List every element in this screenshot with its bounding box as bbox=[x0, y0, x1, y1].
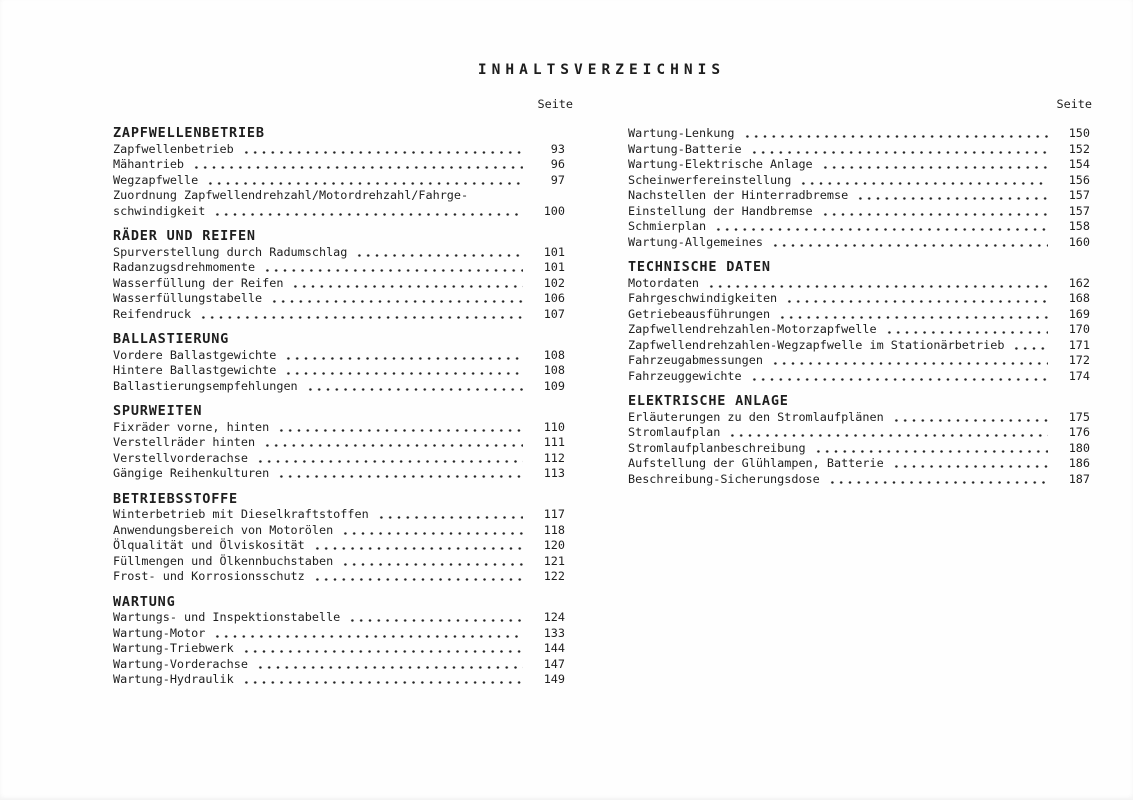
entry-page-number: 169 bbox=[1068, 306, 1090, 321]
entry-label: Zapfwellendrehzahlen-Wegzapfwelle im Stationärbetrieb bbox=[628, 337, 1005, 352]
toc-entry bbox=[113, 245, 565, 261]
toc-entry bbox=[628, 142, 1090, 158]
dot-leader bbox=[241, 142, 523, 158]
section-entries bbox=[113, 142, 565, 220]
toc-column-left bbox=[113, 126, 565, 688]
dot-leader bbox=[813, 441, 1048, 457]
section-entries bbox=[628, 126, 1090, 250]
entry-page-number: 121 bbox=[543, 553, 565, 568]
entry-page-number: 112 bbox=[543, 450, 565, 465]
entry-label: Zapfwellenbetrieb bbox=[113, 141, 234, 156]
entry-label: Hintere Ballastgewichte bbox=[113, 363, 277, 377]
entry-page-number: 168 bbox=[1068, 291, 1090, 305]
entry-page-number: 149 bbox=[543, 672, 565, 686]
dot-leader bbox=[276, 420, 523, 436]
entry-label-first-line: Zuordnung Zapfwellendrehzahl/Motordrehzahl/Fahrge- bbox=[113, 188, 469, 202]
toc-entry bbox=[628, 157, 1090, 173]
entry-label: Beschreibung-Sicherungsdose bbox=[628, 471, 820, 486]
toc-column-right bbox=[628, 126, 1090, 487]
section-entries bbox=[113, 507, 565, 585]
entry-label: Ballastierungsempfehlungen bbox=[113, 378, 298, 393]
dot-leader bbox=[276, 466, 523, 482]
entry-label: Verstellvorderachse bbox=[113, 450, 248, 465]
dot-leader bbox=[891, 410, 1048, 426]
entry-label: Stromlaufplan bbox=[628, 425, 721, 439]
toc-entry bbox=[113, 348, 565, 364]
toc-entry bbox=[113, 157, 565, 173]
toc-entry bbox=[628, 291, 1090, 307]
entry-page-number: 156 bbox=[1068, 172, 1090, 187]
entry-label: Wartung-Hydraulik bbox=[113, 672, 234, 686]
entry-page-number: 111 bbox=[543, 435, 565, 449]
dot-leader bbox=[770, 353, 1048, 369]
entry-label: Gängige Reihenkulturen bbox=[113, 466, 270, 480]
dot-leader bbox=[855, 188, 1048, 204]
dot-leader bbox=[212, 626, 523, 642]
toc-entry bbox=[628, 410, 1090, 426]
toc-section bbox=[113, 332, 565, 394]
toc-entry bbox=[628, 441, 1090, 457]
toc-section bbox=[113, 404, 565, 482]
toc-entry bbox=[113, 276, 565, 292]
entry-label: Wasserfüllung der Reifen bbox=[113, 275, 284, 290]
entry-page-number: 171 bbox=[1068, 337, 1090, 352]
entry-label: Scheinwerfereinstellung bbox=[628, 172, 792, 187]
entry-label: Einstellung der Handbremse bbox=[628, 203, 813, 218]
section-entries bbox=[113, 420, 565, 482]
dot-leader bbox=[205, 173, 523, 189]
entry-label: Fahrzeuggewichte bbox=[628, 368, 742, 383]
dot-leader bbox=[742, 126, 1048, 142]
dot-leader bbox=[354, 245, 523, 261]
toc-entry bbox=[113, 307, 565, 323]
entry-page-number: 176 bbox=[1068, 425, 1090, 439]
entry-label: schwindigkeit bbox=[113, 203, 206, 218]
entry-label: Fahrgeschwindigkeiten bbox=[628, 291, 778, 305]
toc-entry bbox=[628, 235, 1090, 251]
section-entries bbox=[628, 276, 1090, 385]
entry-page-number: 96 bbox=[550, 157, 565, 171]
entry-page-number: 133 bbox=[543, 625, 565, 640]
entry-label: Fahrzeugabmessungen bbox=[628, 353, 763, 367]
entry-label: Winterbetrieb mit Dieselkraftstoffen bbox=[113, 507, 369, 521]
section-heading: RÄDER UND REIFEN bbox=[113, 228, 256, 244]
toc-entry bbox=[113, 260, 565, 276]
dot-leader bbox=[305, 379, 523, 395]
toc-section bbox=[628, 126, 1090, 250]
entry-page-number: 187 bbox=[1068, 471, 1090, 486]
entry-page-number: 124 bbox=[543, 610, 565, 624]
entry-page-number: 170 bbox=[1068, 322, 1090, 336]
page-column-label-right: Seite bbox=[1056, 97, 1092, 111]
entry-page-number: 158 bbox=[1068, 219, 1090, 233]
dot-leader bbox=[241, 672, 523, 688]
dot-leader bbox=[347, 610, 523, 626]
entry-page-number: 150 bbox=[1068, 126, 1090, 140]
entry-label: Vordere Ballastgewichte bbox=[113, 347, 277, 362]
entry-label: Stromlaufplanbeschreibung bbox=[628, 440, 806, 455]
dot-leader bbox=[198, 307, 523, 323]
dot-leader bbox=[340, 523, 523, 539]
toc-entry bbox=[113, 173, 565, 189]
toc-entry bbox=[113, 379, 565, 395]
entry-label: Wartung-Batterie bbox=[628, 141, 742, 156]
toc-entry bbox=[113, 626, 565, 642]
toc-entry bbox=[113, 569, 565, 585]
page-title: INHALTSVERZEICHNIS bbox=[477, 62, 726, 78]
entry-page-number: 101 bbox=[543, 244, 565, 259]
toc-entry bbox=[628, 307, 1090, 323]
toc-entry bbox=[628, 188, 1090, 204]
entry-page-number: 97 bbox=[550, 172, 565, 187]
dot-leader bbox=[283, 348, 523, 364]
dot-leader bbox=[241, 641, 523, 657]
dot-leader bbox=[891, 456, 1048, 472]
dot-leader bbox=[269, 291, 523, 307]
entry-label: Ölqualität und Ölviskosität bbox=[113, 538, 305, 552]
toc-entry bbox=[113, 291, 565, 307]
dot-leader bbox=[820, 204, 1048, 220]
section-heading: TECHNISCHE DATEN bbox=[628, 259, 771, 275]
entry-label: Getriebeausführungen bbox=[628, 306, 771, 321]
entry-label: Wartung-Triebwerk bbox=[113, 641, 234, 655]
toc-entry bbox=[113, 466, 565, 482]
toc-entry bbox=[113, 538, 565, 554]
entry-label: Mähantrieb bbox=[113, 157, 185, 171]
toc-entry bbox=[113, 204, 565, 220]
entry-page-number: 107 bbox=[543, 306, 565, 321]
entry-page-number: 109 bbox=[543, 378, 565, 393]
dot-leader bbox=[255, 657, 523, 673]
dot-leader bbox=[749, 142, 1048, 158]
dot-leader bbox=[290, 276, 523, 292]
entry-label: Reifendruck bbox=[113, 306, 192, 321]
toc-entry bbox=[628, 204, 1090, 220]
toc-entry bbox=[113, 523, 565, 539]
toc-entry bbox=[628, 456, 1090, 472]
dot-leader bbox=[798, 173, 1048, 189]
section-entries bbox=[113, 610, 565, 688]
dot-leader bbox=[376, 507, 523, 523]
entry-label: Fixräder vorne, hinten bbox=[113, 419, 270, 434]
entry-page-number: 108 bbox=[543, 347, 565, 362]
entry-page-number: 160 bbox=[1068, 234, 1090, 249]
dot-leader bbox=[312, 569, 523, 585]
dot-leader bbox=[262, 260, 523, 276]
toc-entry bbox=[628, 219, 1090, 235]
section-entries bbox=[113, 348, 565, 395]
entry-page-number: 122 bbox=[543, 569, 565, 583]
toc-entry bbox=[628, 425, 1090, 441]
entry-page-number: 157 bbox=[1068, 188, 1090, 202]
toc-entry bbox=[628, 369, 1090, 385]
entry-label: Wartung-Lenkung bbox=[628, 126, 735, 140]
entry-label: Wartung-Vorderachse bbox=[113, 656, 248, 671]
entry-page-number: 154 bbox=[1068, 157, 1090, 171]
entry-page-number: 93 bbox=[550, 141, 565, 156]
entry-label: Wartungs- und Inspektionstabelle bbox=[113, 610, 341, 624]
entry-page-number: 113 bbox=[543, 466, 565, 480]
entry-label: Wartung-Motor bbox=[113, 625, 206, 640]
toc-section bbox=[628, 394, 1090, 487]
dot-leader bbox=[784, 291, 1048, 307]
section-heading: SPURWEITEN bbox=[113, 403, 203, 419]
dot-leader bbox=[749, 369, 1048, 385]
entry-page-number: 102 bbox=[543, 275, 565, 290]
entry-label: Aufstellung der Glühlampen, Batterie bbox=[628, 456, 884, 470]
entry-page-number: 110 bbox=[543, 419, 565, 434]
entry-page-number: 118 bbox=[543, 522, 565, 537]
entry-label: Schmierplan bbox=[628, 219, 707, 233]
entry-page-number: 180 bbox=[1068, 440, 1090, 455]
section-entries bbox=[113, 245, 565, 323]
dot-leader bbox=[777, 307, 1048, 323]
entry-label: Füllmengen und Ölkennbuchstaben bbox=[113, 553, 334, 568]
dot-leader bbox=[1011, 338, 1048, 354]
toc-entry bbox=[113, 554, 565, 570]
toc-section bbox=[113, 126, 565, 219]
dot-leader bbox=[340, 554, 523, 570]
dot-leader bbox=[283, 363, 523, 379]
entry-page-number: 174 bbox=[1068, 368, 1090, 383]
dot-leader bbox=[706, 276, 1048, 292]
entry-label: Radanzugsdrehmomente bbox=[113, 260, 256, 274]
toc-entry bbox=[113, 435, 565, 451]
toc-entry bbox=[628, 322, 1090, 338]
entry-page-number: 144 bbox=[543, 641, 565, 655]
entry-label: Wegzapfwelle bbox=[113, 172, 199, 187]
entry-label: Wartung-Allgemeines bbox=[628, 234, 763, 249]
toc-entry bbox=[628, 276, 1090, 292]
dot-leader bbox=[312, 538, 523, 554]
section-heading: BETRIEBSSTOFFE bbox=[113, 490, 238, 507]
entry-page-number: 186 bbox=[1068, 456, 1090, 470]
toc-section bbox=[113, 229, 565, 322]
toc-entry bbox=[113, 420, 565, 436]
page-column-label-left: Seite bbox=[537, 97, 573, 111]
entry-page-number: 175 bbox=[1068, 409, 1090, 424]
section-heading: WARTUNG bbox=[113, 593, 176, 610]
entry-page-number: 172 bbox=[1068, 353, 1090, 367]
toc-entry bbox=[113, 672, 565, 688]
toc-entry bbox=[113, 641, 565, 657]
dot-leader bbox=[827, 472, 1048, 488]
toc-entry bbox=[113, 507, 565, 523]
dot-leader bbox=[191, 157, 523, 173]
entry-page-number: 147 bbox=[543, 656, 565, 671]
entry-label: Frost- und Korrosionsschutz bbox=[113, 569, 305, 583]
toc-entry bbox=[628, 353, 1090, 369]
entry-page-number: 101 bbox=[543, 260, 565, 274]
toc-entry bbox=[628, 173, 1090, 189]
toc-entry bbox=[628, 472, 1090, 488]
entry-page-number: 120 bbox=[543, 538, 565, 552]
toc-entry bbox=[113, 657, 565, 673]
entry-label: Wasserfüllungstabelle bbox=[113, 291, 263, 305]
entry-label: Anwendungsbereich von Motorölen bbox=[113, 522, 334, 537]
dot-leader bbox=[820, 157, 1048, 173]
entry-page-number: 157 bbox=[1068, 203, 1090, 218]
dot-leader bbox=[770, 235, 1048, 251]
dot-leader bbox=[884, 322, 1048, 338]
entry-page-number: 117 bbox=[543, 507, 565, 521]
entry-label: Verstellräder hinten bbox=[113, 435, 256, 449]
entry-label: Spurverstellung durch Radumschlag bbox=[113, 244, 348, 259]
entry-label: Erläuterungen zu den Stromlaufplänen bbox=[628, 409, 884, 424]
dot-leader bbox=[713, 219, 1048, 235]
toc-entry bbox=[113, 610, 565, 626]
toc-section bbox=[113, 595, 565, 688]
toc-entry bbox=[628, 338, 1090, 354]
dot-leader bbox=[255, 451, 523, 467]
dot-leader bbox=[727, 425, 1048, 441]
entry-label: Wartung-Elektrische Anlage bbox=[628, 157, 813, 171]
toc-entry bbox=[113, 142, 565, 158]
entry-page-number: 108 bbox=[543, 363, 565, 377]
toc-entry bbox=[113, 363, 565, 379]
entry-label: Zapfwellendrehzahlen-Motorzapfwelle bbox=[628, 322, 877, 336]
entry-page-number: 152 bbox=[1068, 141, 1090, 156]
toc-section bbox=[628, 260, 1090, 384]
section-entries bbox=[628, 410, 1090, 488]
entry-label: Motordaten bbox=[628, 275, 700, 290]
toc-section bbox=[113, 492, 565, 585]
section-heading: BALLASTIERUNG bbox=[113, 331, 230, 347]
dot-leader bbox=[262, 435, 523, 451]
toc-entry bbox=[113, 451, 565, 467]
section-heading: ELEKTRISCHE ANLAGE bbox=[628, 393, 789, 409]
entry-page-number: 100 bbox=[543, 203, 565, 218]
dot-leader bbox=[212, 204, 523, 220]
toc-entry bbox=[628, 126, 1090, 142]
entry-label: Nachstellen der Hinterradbremse bbox=[628, 188, 849, 202]
entry-page-number: 106 bbox=[543, 291, 565, 305]
section-heading: ZAPFWELLENBETRIEB bbox=[113, 125, 265, 141]
entry-page-number: 162 bbox=[1068, 275, 1090, 290]
